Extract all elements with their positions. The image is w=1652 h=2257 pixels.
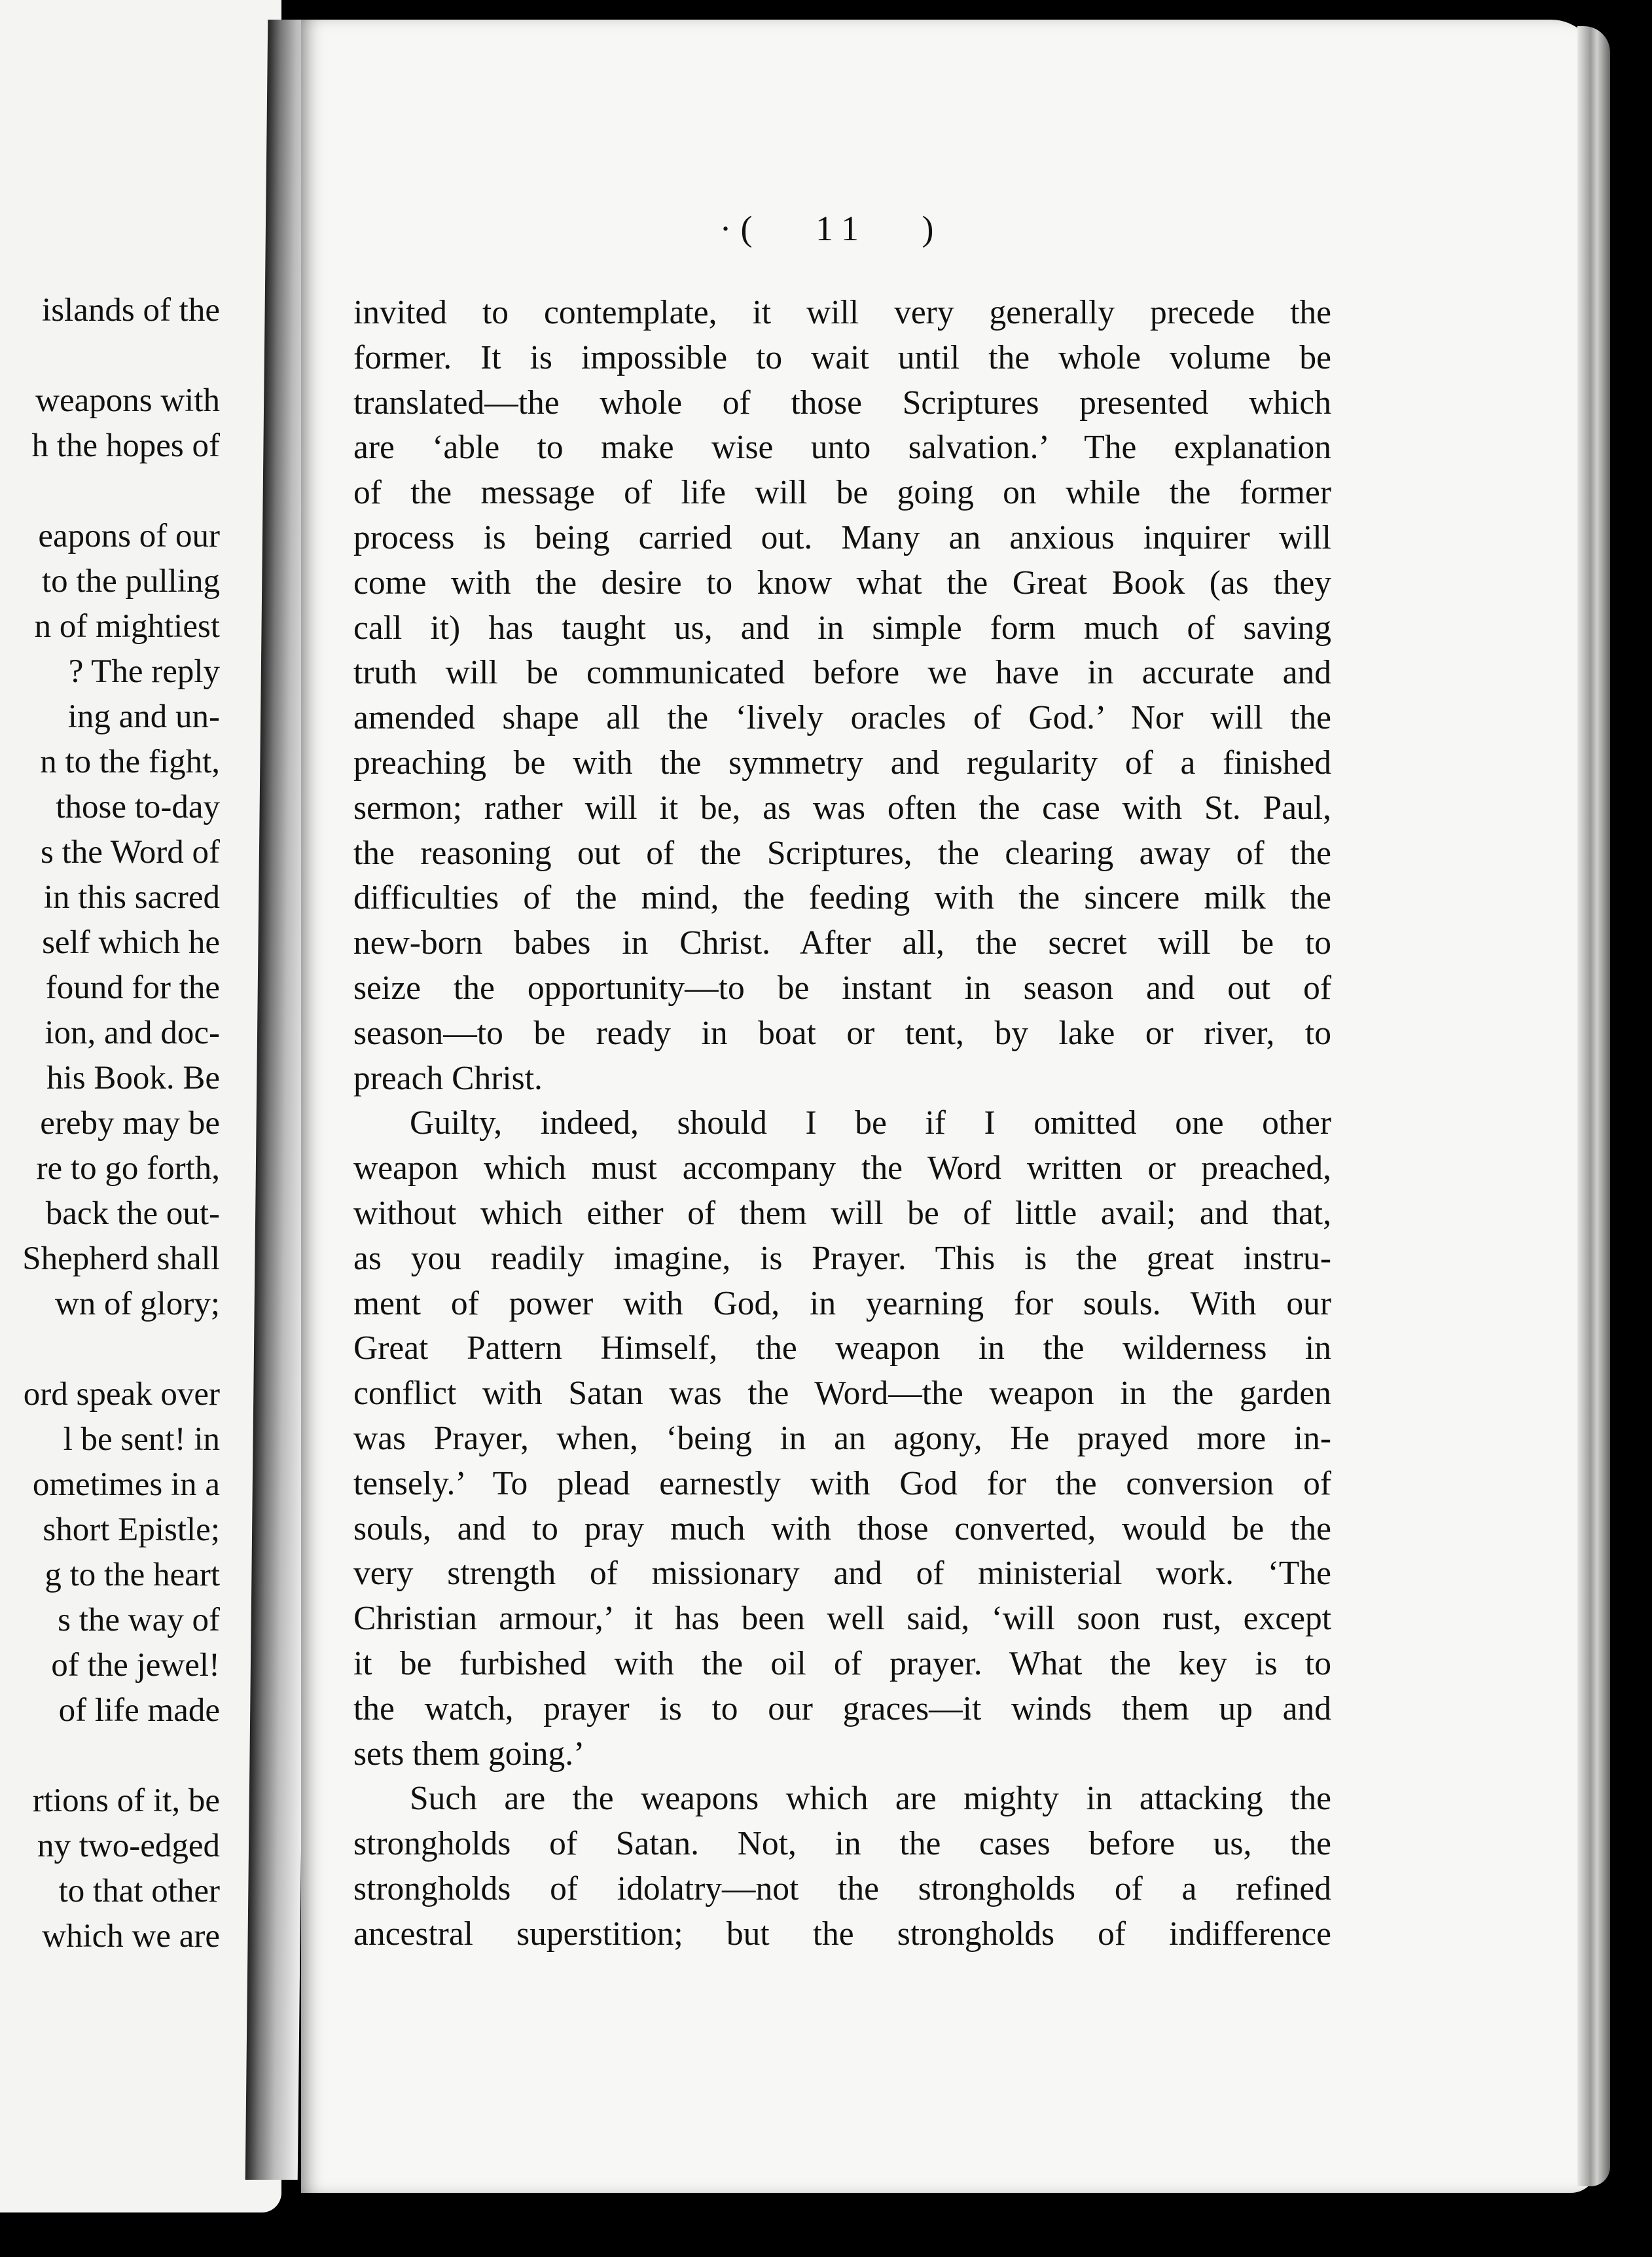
- left-page-line: his Book. Be: [46, 1060, 220, 1096]
- body-text-line: Such are the weapons which are mighty in attacking the: [410, 1780, 1331, 1818]
- body-text-line: former. It is impossible to wait until the whole volume be: [353, 338, 1331, 376]
- left-page-line: found for the: [45, 969, 220, 1006]
- left-page-line: to that other: [58, 1873, 220, 1909]
- left-page-text: [0, 288, 220, 1959]
- left-page-line: [0, 1733, 220, 1779]
- page-edges: [1577, 26, 1610, 2186]
- left-page-line: Shepherd shall: [22, 1240, 220, 1277]
- body-text-line: new-born babes in Christ. After all, the secret will be to: [353, 924, 1331, 962]
- left-page-line: [0, 469, 220, 514]
- body-text-line: preaching be with the symmetry and regularity of a finished: [353, 744, 1331, 782]
- body-text-line: as you readily imagine, is Prayer. This is the great instru-: [353, 1239, 1331, 1277]
- body-text-line: souls, and to pray much with those converted, would be the: [353, 1509, 1331, 1547]
- left-page-line: h the hopes of: [31, 427, 220, 464]
- body-text-line: ancestral superstition; but the strongholds of indifference: [353, 1915, 1331, 1953]
- body-text-line: it be furbished with the oil of prayer. What the key is to: [353, 1644, 1331, 1682]
- body-text-line: Christian armour,’ it has been well said, ‘will soon rust, except: [353, 1600, 1331, 1638]
- body-text-line: ment of power with God, in yearning for souls. With our: [353, 1284, 1331, 1322]
- left-page-line: ord speak over: [23, 1376, 220, 1413]
- body-text-line: very strength of missionary and of ministerial work. ‘The: [353, 1555, 1331, 1593]
- body-text-line: sermon; rather will it be, as was often the case with St. Paul,: [353, 789, 1331, 827]
- body-text-line: tensely.’ To plead earnestly with God for the conversion of: [353, 1464, 1331, 1502]
- left-page-line: to the pulling: [42, 563, 220, 600]
- left-page-line: [0, 333, 220, 378]
- body-text-line: come with the desire to know what the Great Book (as they: [353, 564, 1331, 602]
- left-page-line: in this sacred: [43, 879, 220, 916]
- body-text-line: preach Christ.: [353, 1059, 543, 1097]
- left-page-line: of the jewel!: [51, 1647, 220, 1684]
- body-text: [353, 291, 1331, 1957]
- body-text-line: translated—the whole of those Scriptures presented which: [353, 384, 1331, 422]
- left-page-line: n of mightiest: [34, 608, 220, 645]
- body-text-line: of the message of life will be going on while the former: [353, 474, 1331, 512]
- body-text-line: sets them going.’: [353, 1735, 585, 1773]
- left-page-line: ereby may be: [40, 1105, 220, 1142]
- left-page-line: rtions of it, be: [32, 1782, 220, 1819]
- body-text-line: amended shape all the ‘lively oracles of God.’ Nor will the: [353, 699, 1331, 737]
- page-number: ·( 11 ): [719, 209, 943, 248]
- body-text-line: process is being carried out. Many an anxious inquirer will: [353, 518, 1331, 556]
- left-page-line: s the way of: [58, 1602, 220, 1638]
- body-text-line: are ‘able to make wise unto salvation.’ The explanation: [353, 429, 1331, 467]
- body-text-line: strongholds of idolatry—not the strongholds of a refined: [353, 1869, 1331, 1907]
- left-page-line: ny two-edged: [37, 1828, 220, 1864]
- left-page-line: of life made: [58, 1692, 220, 1729]
- body-text-line: strongholds of Satan. Not, in the cases before us, the: [353, 1825, 1331, 1863]
- body-text-line: conflict with Satan was the Word—the weapon in the garden: [353, 1375, 1331, 1413]
- body-text-line: truth will be communicated before we have in accurate and: [353, 654, 1331, 692]
- left-page-line: which we are: [42, 1918, 220, 1955]
- left-page-line: islands of the: [42, 292, 220, 329]
- left-page-line: weapons with: [35, 382, 220, 419]
- left-page-line: re to go forth,: [36, 1150, 220, 1187]
- body-text-line: weapon which must accompany the Word written or preached,: [353, 1149, 1331, 1187]
- body-text-line: the reasoning out of the Scriptures, the clearing away of the: [353, 834, 1331, 872]
- body-text-line: Guilty, indeed, should I be if I omitted one other: [410, 1104, 1331, 1142]
- body-text-line: difficulties of the mind, the feeding with the sincere milk the: [353, 879, 1331, 917]
- left-page-line: self which he: [42, 924, 220, 961]
- left-page-line: short Epistle;: [43, 1511, 220, 1548]
- left-page-line: l be sent! in: [63, 1421, 220, 1458]
- left-page-line: ometimes in a: [32, 1466, 220, 1503]
- body-text-line: season—to be ready in boat or tent, by lake or river, to: [353, 1014, 1331, 1052]
- left-page-line: g to the heart: [45, 1557, 220, 1593]
- left-page-line: ing and un-: [67, 698, 220, 735]
- left-page-line: [0, 1327, 220, 1372]
- left-page-line: back the out-: [45, 1195, 220, 1232]
- left-page-line: wn of glory;: [54, 1286, 220, 1322]
- body-text-line: call it) has taught us, and in simple form much of saving: [353, 609, 1331, 647]
- body-text-line: without which either of them will be of little avail; and that,: [353, 1194, 1331, 1232]
- left-page-line: ? The reply: [68, 653, 220, 690]
- left-page-line: n to the fight,: [40, 744, 220, 780]
- body-text-line: was Prayer, when, ‘being in an agony, He prayed more in-: [353, 1419, 1331, 1457]
- body-text-line: seize the opportunity—to be instant in season and out of: [353, 969, 1331, 1007]
- left-page-line: s the Word of: [40, 834, 220, 871]
- left-page-line: ion, and doc-: [45, 1015, 220, 1051]
- left-page-line: those to-day: [56, 789, 220, 825]
- body-text-line: Great Pattern Himself, the weapon in the wilderness in: [353, 1329, 1331, 1367]
- body-text-line: the watch, prayer is to our graces—it winds them up and: [353, 1689, 1331, 1727]
- body-text-line: invited to contemplate, it will very generally precede the: [353, 294, 1331, 331]
- left-page-line: eapons of our: [38, 518, 220, 554]
